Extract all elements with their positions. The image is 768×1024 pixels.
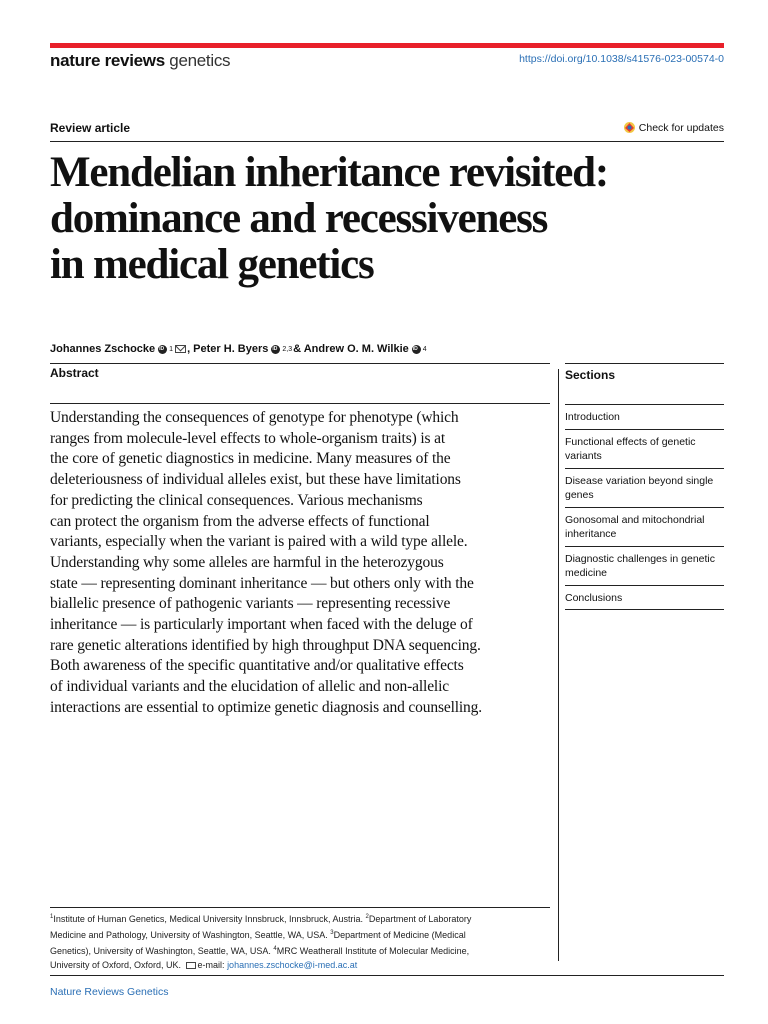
- check-updates-icon: [623, 121, 636, 134]
- check-for-updates-button[interactable]: [623, 121, 724, 134]
- orcid-icon[interactable]: [271, 345, 280, 354]
- sections-heading: Sections: [565, 368, 616, 382]
- abstract-line: deleteriousness of individual alleles exist, but these have limitations: [50, 471, 461, 489]
- author-list: [50, 343, 428, 355]
- footer-journal-name[interactable]: Nature Reviews Genetics: [50, 986, 169, 998]
- sections-nav: [565, 404, 724, 610]
- article-type: Review article: [50, 121, 131, 135]
- abstract-top-rule: [50, 363, 550, 364]
- author-name[interactable]: & Andrew O. M. Wilkie: [293, 343, 409, 355]
- sections-top-rule: [565, 363, 724, 364]
- abstract-line: Understanding the consequences of genotype for phenotype (which: [50, 409, 459, 426]
- section-link-gonosomal-mitochondrial[interactable]: Gonosomal and mitochondrial inheritance: [565, 508, 724, 547]
- abstract-line: rare genetic alterations identified by high throughput DNA sequencing.: [50, 636, 481, 654]
- abstract-body: [50, 408, 560, 719]
- article-title: [50, 150, 730, 288]
- abstract-line: for predicting the clinical consequences. Various mechanisms: [50, 491, 423, 509]
- title-line: in medical genetics: [50, 241, 374, 288]
- section-link-diagnostic-challenges[interactable]: Diagnostic challenges in genetic medicine: [565, 547, 724, 586]
- journal-name-bold: nature reviews: [50, 51, 165, 70]
- abstract-line: ranges from molecule-level effects to whole-organism traits) is at: [50, 429, 445, 447]
- author-name[interactable]: Johannes Zschocke: [50, 343, 156, 355]
- abstract-line: inheritance — is particularly important when faced with the deluge of: [50, 616, 473, 634]
- abstract-line: Understanding why some alleles are harmful in the heterozygous: [50, 553, 444, 571]
- mail-icon: [186, 962, 196, 969]
- affiliation-sup: 1: [169, 345, 174, 353]
- section-link-functional-effects[interactable]: Functional effects of genetic variants: [565, 430, 724, 469]
- orcid-icon[interactable]: [158, 345, 167, 354]
- journal-logo[interactable]: [50, 51, 230, 71]
- journal-name-light: genetics: [169, 51, 231, 70]
- affiliation-sup: 4: [422, 345, 427, 353]
- orcid-icon[interactable]: [412, 345, 421, 354]
- header-divider: [50, 141, 724, 142]
- title-line: Mendelian inheritance revisited:: [50, 149, 608, 196]
- abstract-line: interactions are essential to optimize genetic diagnosis and counselling.: [50, 698, 482, 716]
- section-link-introduction[interactable]: Introduction: [565, 405, 724, 430]
- column-divider: [558, 369, 559, 961]
- abstract-line: of individual variants and the elucidation of allelic and non-allelic: [50, 678, 449, 696]
- abstract-line: state — representing dominant inheritance — but others only with the: [50, 574, 474, 592]
- abstract-line: Both awareness of the specific quantitative and/or qualitative effects: [50, 657, 464, 675]
- footnote-rule: [50, 907, 550, 908]
- affiliations-footnote: [50, 910, 530, 972]
- abstract-line: can protect the organism from the adverse effects of functional: [50, 512, 430, 530]
- author-name[interactable]: , Peter H. Byers: [187, 343, 269, 355]
- abstract-heading-rule: [50, 403, 550, 404]
- section-link-conclusions[interactable]: Conclusions: [565, 586, 724, 611]
- email-icon[interactable]: [175, 345, 186, 353]
- abstract-heading: Abstract: [50, 366, 99, 380]
- footnote-line: Medicine and Pathology, University of Washington, Seattle, WA, USA. $^3$Department of Medicine (Medical: [50, 930, 466, 940]
- doi-link[interactable]: https://doi.org/10.1038/s41576-023-00574-0: [519, 53, 724, 65]
- abstract-line: variants, especially when the variant is paired with a wild type allele.: [50, 533, 468, 551]
- footnote-line: Genetics), University of Washington, Seattle, WA, USA. $^4$MRC Weatherall Institute of Molecular Medicine,: [50, 946, 470, 956]
- title-line: dominance and recessiveness: [50, 195, 548, 242]
- author-email-link[interactable]: johannes.zschocke@i-med.ac.at: [227, 960, 358, 970]
- abstract-line: the core of genetic diagnostics in medicine. Many measures of the: [50, 450, 451, 468]
- check-updates-label: Check for updates: [638, 121, 724, 134]
- affiliation-sup: 2,3: [282, 345, 293, 353]
- journal-accent-bar: [50, 43, 724, 48]
- section-link-disease-variation[interactable]: Disease variation beyond single genes: [565, 469, 724, 508]
- footer-rule: [50, 975, 724, 976]
- footnote-line: University of Oxford, Oxford, UK. e-mail: johannes.zschocke@i-med.ac.at: [50, 960, 358, 970]
- abstract-line: biallelic presence of pathogenic variants — representing recessive: [50, 595, 451, 613]
- footnote-line: $^1$Institute of Human Genetics, Medical University Innsbruck, Innsbruck, Austria. $^2$Department of Laboratory: [50, 914, 472, 924]
